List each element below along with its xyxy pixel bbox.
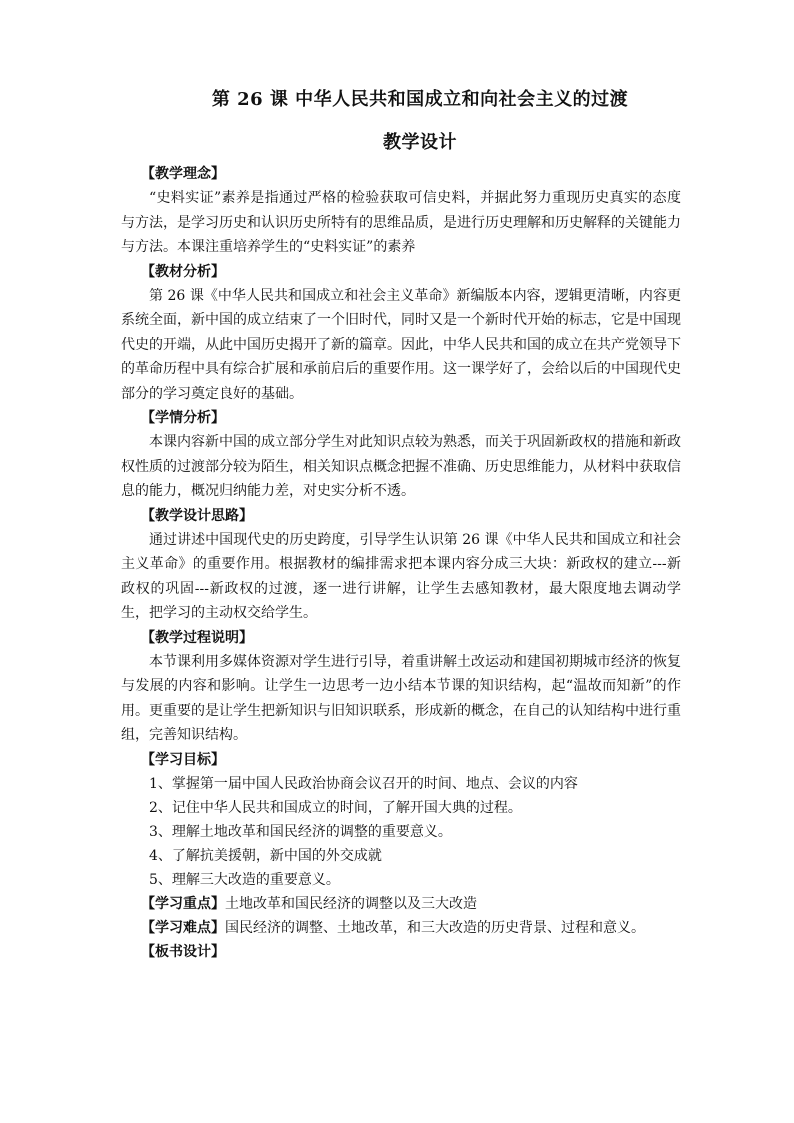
section-text-design: 通过讲述中国现代史的历史跨度，引导学生认识第 26 课《中华人民共和国成立和社会主义革命》的重要作用。根据教材的编排需求把本课内容分成三大块：新政权的建立---新政权的巩固---新政权的过渡，逐一进行讲解，让学生去感知教材，最大限度地去调动学生，把学习的主动权交给学生。 <box>121 531 681 621</box>
key-points-text: 土地改革和国民经济的调整以及三大改造 <box>225 895 477 912</box>
difficulties-line <box>121 916 681 940</box>
document-body <box>121 162 681 964</box>
section-heading-goals: 【学习目标】 <box>141 751 225 768</box>
goal-item: 4、了解抗美援朝，新中国的外交成就 <box>149 847 382 864</box>
goal-item: 5、理解三大改造的重要意义。 <box>149 871 340 888</box>
section-text-students: 本课内容新中国的成立部分学生对此知识点较为熟悉，而关于巩固新政权的措施和新政权性质的过渡部分较为陌生，相关知识点概念把握不准确、历史思维能力，从材料中获取信息的能力，概况归纳能力差，对史实分析不透。 <box>121 434 681 499</box>
goal-item: 1、掌握第一届中国人民政治协商会议召开的时间、地点、会议的内容 <box>149 775 578 792</box>
section-heading-board: 【板书设计】 <box>141 943 225 960</box>
section-text-process: 本节课利用多媒体资源对学生进行引导，着重讲解土改运动和建国初期城市经济的恢复与发展的内容和影响。让学生一边思考一边小结本节课的知识结构，起“温故而知新”的作用。更重要的是让学生把新知识与旧知识联系，形成新的概念，在自己的认知结构中进行重组，完善知识结构。 <box>121 653 681 743</box>
key-points-label: 【学习重点】 <box>141 895 225 912</box>
document-title: 第 26 课 中华人民共和国成立和向社会主义的过渡 <box>211 89 629 110</box>
section-heading-students: 【学情分析】 <box>141 410 225 426</box>
section-heading-concept: 【教学理念】 <box>141 166 225 182</box>
document-subtitle: 教学设计 <box>383 132 457 153</box>
difficulties-text: 国民经济的调整、土地改革，和三大改造的历史背景、过程和意义。 <box>225 919 645 936</box>
difficulties-label: 【学习难点】 <box>141 919 225 936</box>
section-text-textbook: 第 26 课《中华人民共和国成立和社会主义革命》新编版本内容，逻辑更清晰，内容更系统全面，新中国的成立结束了一个旧时代，同时又是一个新时代开始的标志，它是中国现代史的开端，从此中国历史揭开了新的篇章。因此，中华人民共和国的成立在共产党领导下的革命历程中具有综合扩展和承前启后的重要作用。这一课学好了，会给以后的中国现代史部分的学习奠定良好的基础。 <box>121 287 681 402</box>
section-heading-textbook: 【教材分析】 <box>141 263 225 280</box>
section-heading-design: 【教学设计思路】 <box>141 507 253 524</box>
key-points-line <box>121 892 681 916</box>
goal-item: 2、记住中华人民共和国成立的时间，了解开国大典的过程。 <box>149 799 522 816</box>
section-heading-process: 【教学过程说明】 <box>141 629 253 646</box>
section-text-concept: “史料实证”素养是指通过严格的检验获取可信史料，并据此努力重现历史真实的态度与方法，是学习历史和认识历史所特有的思维品质，是进行历史理解和历史解释的关键能力与方法。本课注重培养学生的“史料实证”的素养 <box>121 190 681 255</box>
goal-item: 3、理解土地改革和国民经济的调整的重要意义。 <box>149 823 452 840</box>
